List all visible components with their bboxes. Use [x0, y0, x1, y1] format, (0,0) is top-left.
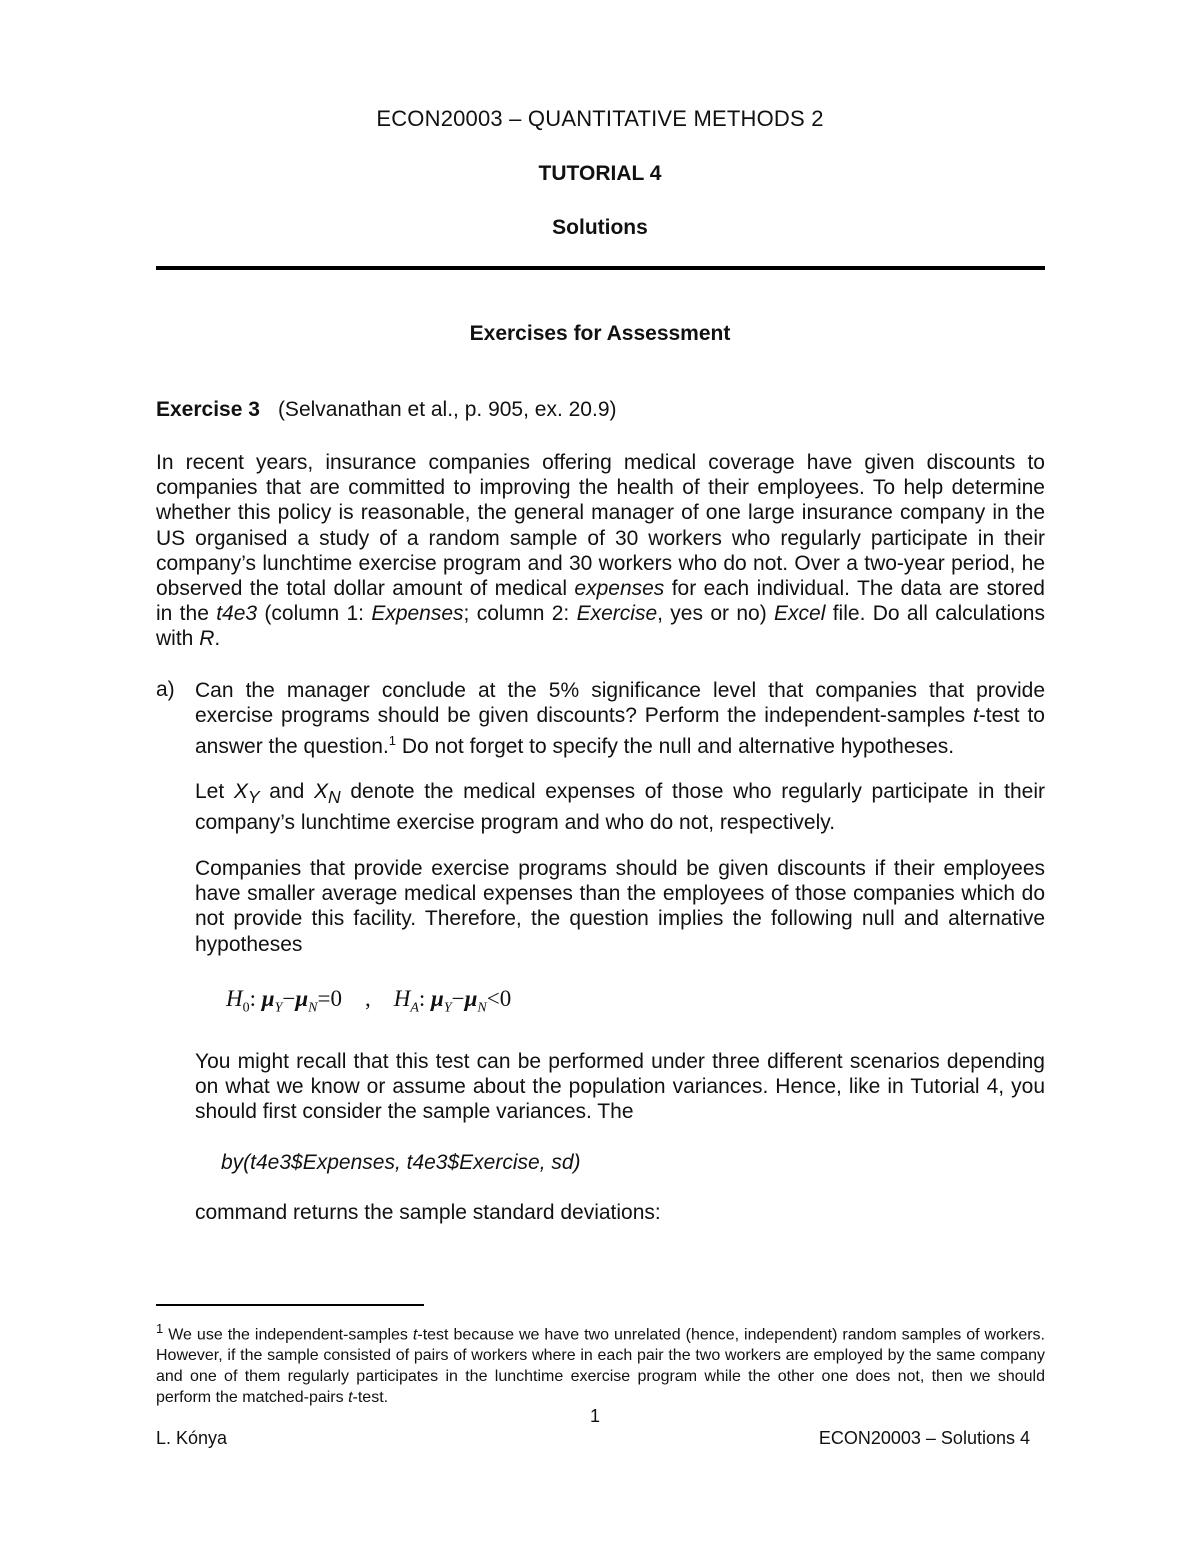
- returns-paragraph: command returns the sample standard deviations:: [195, 1201, 661, 1224]
- exercise-label: Exercise 3: [156, 398, 260, 421]
- question-a-text: Can the manager conclude at the 5% significance level that companies that provide exercise programs should be given discounts? Perform the independent-samples t-test to answer the question.$^1$ Do not forget to specify the null and alternative hypotheses.: [195, 679, 1045, 759]
- exercise-heading: [156, 398, 617, 422]
- companies-paragraph: Companies that provide exercise programs should be given discounts if their employees have smaller average medical expenses than the employees of those companies which do not provide this facility. Therefore, the question implies the following null and alternative hypotheses: [195, 857, 1045, 956]
- let-paragraph: Let $X_Y$ and $X_N$ denote the medical expenses of those who regularly participate in their company’s lunchtime exercise program and who do not, respectively.: [195, 780, 1045, 835]
- footer-author: L. Kónya: [156, 1428, 228, 1448]
- hypotheses-equation: $H_0$: $\mu_Y-\mu_N=0$ , $H_A$: $\mu_Y-\mu_N<0$: [226, 986, 512, 1016]
- page-number: 1: [590, 1406, 601, 1426]
- exercise-intro-paragraph: In recent years, insurance companies offering medical coverage have given discounts to companies that are committed to improving the health of their employees. To help determine whether this policy is reasonable, the general manager of one large insurance company in the US organised a study of a random sample of 30 workers who regularly participate in their company’s lunchtime exercise program and 30 workers who do not. Over a two-year period, he observed the total dollar amount of medical expenses for each individual. The data are stored in the t4e3 (column 1: Expenses; column 2: Exercise, yes or no) Excel file. Do all calculations with R.: [156, 451, 1045, 651]
- r-command: by(t4e3$Expenses, t4e3$Exercise, sd): [221, 1151, 581, 1174]
- section-title: Exercises for Assessment: [469, 322, 731, 345]
- tutorial-title: TUTORIAL 4: [538, 162, 662, 185]
- footnote: $^1$ We use the independent-samples t-test because we have two unrelated (hence, independent) random samples of workers. However, if the sample consisted of pairs of workers where in each pair the two workers are employed by the same company and one of them regularly participates in the lunchtime exercise program while the other one does not, then we should perform the matched-pairs t-test.: [156, 1321, 1046, 1407]
- solutions-subtitle: Solutions: [552, 216, 648, 239]
- question-a-label: a): [156, 678, 175, 701]
- recall-paragraph: You might recall that this test can be performed under three different scenarios depending on what we know or assume about the population variances. Hence, like in Tutorial 4, you should first consider the sample variances. The: [195, 1050, 1045, 1124]
- header-divider: [156, 266, 1045, 270]
- footnote-reference: 1: [388, 733, 397, 749]
- footnote-divider: [156, 1304, 424, 1306]
- exercise-reference: (Selvanathan et al., p. 905, ex. 20.9): [277, 398, 617, 421]
- footer-document: ECON20003 – Solutions 4: [818, 1428, 1030, 1448]
- course-title: ECON20003 – QUANTITATIVE METHODS 2: [376, 106, 824, 131]
